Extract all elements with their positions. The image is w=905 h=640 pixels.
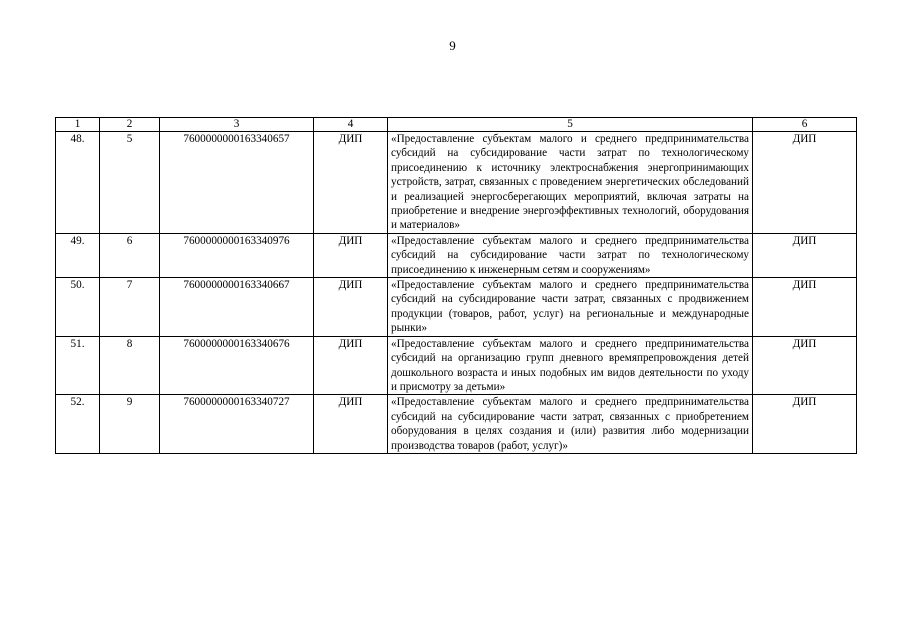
header-cell-4: 4: [314, 118, 388, 132]
responsible-cell: ДИП: [753, 336, 857, 395]
description-cell: «Предоставление субъектам малого и среднего предпринимательства субсидий на субсидирование части затрат, связанных с продвижением продукции (товаров, работ, услуг) на региональные и международные рынки»: [388, 278, 753, 337]
responsible-cell: ДИП: [753, 395, 857, 454]
responsible-cell: ДИП: [753, 132, 857, 234]
row-number-cell: 50.: [56, 278, 100, 337]
admin-cell: ДИП: [314, 395, 388, 454]
row-number-cell: 49.: [56, 233, 100, 277]
header-cell-3: 3: [160, 118, 314, 132]
admin-cell: ДИП: [314, 132, 388, 234]
admin-cell: ДИП: [314, 336, 388, 395]
index-cell: 8: [100, 336, 160, 395]
table-row: [56, 395, 857, 454]
index-cell: 7: [100, 278, 160, 337]
header-cell-1: 1: [56, 118, 100, 132]
index-cell: 9: [100, 395, 160, 454]
code-cell: 7600000000163340727: [160, 395, 314, 454]
row-number-cell: 48.: [56, 132, 100, 234]
table-row: [56, 233, 857, 277]
description-cell: «Предоставление субъектам малого и среднего предпринимательства субсидий на организацию групп дневного времяпрепровождения детей дошкольного возраста и иных подобных им видов деятельности по уходу и присмотру за детьми»: [388, 336, 753, 395]
row-number-cell: 51.: [56, 336, 100, 395]
table-row: [56, 336, 857, 395]
admin-cell: ДИП: [314, 278, 388, 337]
index-cell: 5: [100, 132, 160, 234]
code-cell: 7600000000163340976: [160, 233, 314, 277]
row-number-cell: 52.: [56, 395, 100, 454]
header-row: [56, 118, 857, 132]
description-cell: «Предоставление субъектам малого и среднего предпринимательства субсидий на субсидирование части затрат по технологическому присоединению к источнику электроснабжения энергопринимающих устройств, затрат, связанных с проведением энергетических обследований и реализацией энергосберегающих мероприятий, включая затраты на приобретение и внедрение энергоэффективных технологий, оборудования и материалов»: [388, 132, 753, 234]
table-row: [56, 278, 857, 337]
responsible-cell: ДИП: [753, 278, 857, 337]
page-number: 9: [449, 38, 456, 53]
description-cell: «Предоставление субъектам малого и среднего предпринимательства субсидий на субсидирование части затрат, связанных с приобретением оборудования в целях создания и (или) развития либо модернизации производства товаров (работ, услуг)»: [388, 395, 753, 454]
code-cell: 7600000000163340667: [160, 278, 314, 337]
table-row: [56, 132, 857, 234]
header-cell-6: 6: [753, 118, 857, 132]
description-cell: «Предоставление субъектам малого и среднего предпринимательства субсидий на субсидирование части затрат по технологическому присоединению к инженерным сетям и сооружениям»: [388, 233, 753, 277]
index-cell: 6: [100, 233, 160, 277]
code-cell: 7600000000163340657: [160, 132, 314, 234]
header-cell-2: 2: [100, 118, 160, 132]
admin-cell: ДИП: [314, 233, 388, 277]
responsible-cell: ДИП: [753, 233, 857, 277]
header-cell-5: 5: [388, 118, 753, 132]
document-table: [55, 117, 857, 454]
code-cell: 7600000000163340676: [160, 336, 314, 395]
